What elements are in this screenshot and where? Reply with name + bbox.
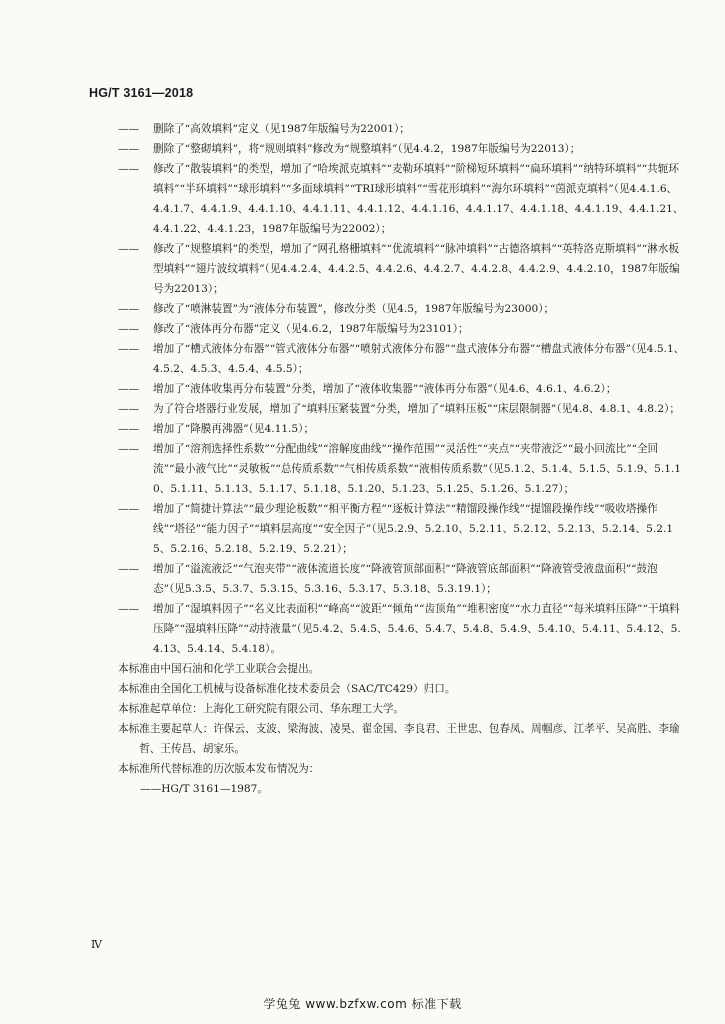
dash-marker: —— [118, 443, 140, 455]
change-item [118, 119, 686, 139]
dash-marker: —— [118, 603, 140, 615]
change-text: 增加了“湿填料因子”“名义比表面积”“峰高”“波距”“倾角”“齿顶角”“堆积密度”“水力直径”“每米填料压降”“干填料压降”“湿填料压降”“动持液量”（见5.4.2、5.4.5、5.4.6、5.4.7、5.4.8、5.4.9、5.4.10、5.4.11、5.4.12、5.4.13、5.4.14、5.4.18）。 [153, 603, 681, 655]
dash-marker: —— [118, 123, 140, 135]
dash-marker: —— [118, 243, 140, 255]
proposer-statement: 本标准由中国石油和化学工业联合会提出。 [118, 663, 320, 675]
dash-marker: —— [118, 383, 140, 395]
change-item [118, 499, 686, 559]
dash-marker: —— [118, 403, 140, 415]
change-item [118, 139, 686, 159]
change-text: 删除了“整砌填料”，将“规则填料”修改为“规整填料”（见4.4.2，1987年版编号为22013）； [153, 143, 581, 155]
dash-marker: —— [118, 163, 140, 175]
change-text: 修改了“液体再分布器”定义（见4.6.2，1987年版编号为23101）； [153, 323, 469, 335]
drafters: 本标准主要起草人：许保云、支波、梁海波、凌昊、翟金国、李良君、王世忠、包春凤、周帼彦、江孝平、吴高胜、李瑜哲、王传昌、胡家乐。 [118, 723, 680, 755]
change-item [118, 439, 686, 499]
change-item [118, 159, 686, 239]
change-text: 修改了“散装填料”的类型，增加了“哈埃派克填料”“麦勒环填料”“阶梯短环填料”“扁环填料”“纳特环填料”“共轭环填料”“半环填料”“球形填料”“多面球填料”“TRI球形填料”“雪花形填料”“海尔环填料”“茵派克填料”（见4.4.1.6、4.4.1.7、4.4.1.9、4.4.1.10、4.4.1.11、4.4.1.12、4.4.1.16、4.4.1.17、4.4.1.18、4.4.1.19、4.4.1.21、4.4.1.22、4.4.1.23，1987年版编号为22002）； [153, 163, 684, 235]
change-item [118, 239, 686, 299]
change-item [118, 379, 686, 399]
drafting-units: 本标准起草单位：上海化工研究院有限公司、华东理工大学。 [118, 703, 405, 715]
change-item [118, 299, 686, 319]
dash-marker: —— [118, 423, 140, 435]
change-text: 修改了“规整填料”的类型，增加了“网孔格栅填料”“优流填料”“脉冲填料”“古德洛填料”“英特洛克斯填料”“淋水板型填料”“翅片波纹填料”（见4.4.2.4、4.4.2.5、4.4.2.6、4.4.2.7、4.4.2.8、4.4.2.9、4.4.2.10，1987年版编号为22013）； [153, 243, 680, 295]
change-text: 增加了“溶剂选择性系数”“分配曲线”“溶解度曲线”“操作范围”“灵活性”“夹点”“夹带液泛”“最小回流比”“全回流”“最小液气比”“灵敏板”“总传质系数”“气相传质系数”“液相传质系数”（见5.1.2、5.1.4、5.1.5、5.1.9、5.1.10、5.1.11、5.1.13、5.1.17、5.1.18、5.1.20、5.1.23、5.1.25、5.1.26、5.1.27）； [153, 443, 682, 495]
change-text: 增加了“溢流液泛”“气泡夹带”“液体流道长度”“降液管顶部面积”“降液管底部面积”“降液管受液盘面积”“鼓泡态”（见5.3.5、5.3.7、5.3.15、5.3.16、5.3.17、5.3.18、5.3.19.1）； [153, 563, 658, 595]
change-item [118, 599, 686, 659]
change-text: 删除了“高效填料”定义（见1987年版编号为22001）； [153, 123, 410, 135]
change-text: 为了符合塔器行业发展，增加了“填料压紧装置”分类，增加了“填料压板”“床层限制器”（见4.8、4.8.1、4.8.2）； [153, 403, 680, 415]
change-text: 修改了“喷淋装置”为“液体分布装置”，修改分类（见4.5，1987年版编号为23000）； [153, 303, 555, 315]
site-footer: 学兔兔 www.bzfxw.com 标准下载 [263, 997, 462, 1011]
foreword-body [118, 119, 686, 799]
centralized-statement: 本标准由全国化工机械与设备标准化技术委员会（SAC/TC429）归口。 [118, 683, 456, 695]
dash-marker: —— [118, 303, 140, 315]
change-text: 增加了“槽式液体分布器”“管式液体分布器”“喷射式液体分布器”“盘式液体分布器”“槽盘式液体分布器”（见4.5.1、4.5.2、4.5.3、4.5.4、4.5.5）； [153, 343, 685, 375]
change-item [118, 559, 686, 599]
change-item [118, 319, 686, 339]
dash-marker: —— [118, 343, 140, 355]
change-text: 增加了“液体收集再分布装置”分类，增加了“液体收集器”“液体再分布器”（见4.6、4.6.1、4.6.2）； [153, 383, 617, 395]
change-text: 增加了“简捷计算法”“最少理论板数”“相平衡方程”“逐板计算法”“精馏段操作线”“提馏段操作线”“吸收塔操作线”“塔径”“能力因子”“填料层高度”“安全因子”（见5.2.9、5.2.10、5.2.11、5.2.12、5.2.13、5.2.14、5.2.15、5.2.16、5.2.18、5.2.19、5.2.21）； [153, 503, 674, 555]
standard-code-header: HG/T 3161—2018 [89, 86, 194, 100]
change-item [118, 339, 686, 379]
history-item: ——HG/T 3161—1987。 [140, 783, 268, 795]
dash-marker: —— [118, 503, 140, 515]
dash-marker: —— [118, 563, 140, 575]
change-text: 增加了“降膜再沸器”（见4.11.5）； [153, 423, 315, 435]
dash-marker: —— [118, 143, 140, 155]
change-item [118, 419, 686, 439]
change-item [118, 399, 686, 419]
page-number: Ⅳ [91, 938, 102, 951]
dash-marker: —— [118, 323, 140, 335]
change-list [118, 119, 686, 659]
history-intro: 本标准所代替标准的历次版本发布情况为： [118, 763, 320, 775]
